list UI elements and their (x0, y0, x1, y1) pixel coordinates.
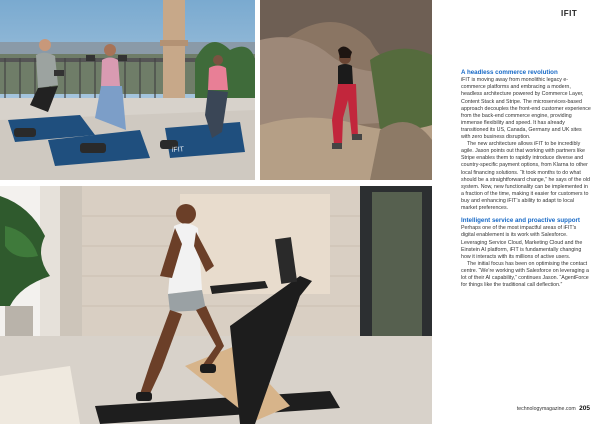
article-paragraph: The new architecture allows iFIT to be incredibly agile. Jason points out that working with partners like Stripe enables them to rapidly introduce diverse and country-specific payment options, from Klarna to other local financing solutions. “It took months to do what should be a straightforward change,” he says of the old system. Now, new functionality can be implemented in a fraction of the time, making it easier for customers to buy and enhancing iFIT’s ability to adapt to local market preferences. (461, 141, 590, 211)
article-paragraph: The initial focus has been on optimising the contact centre. “We’re working with Salesforce on leveraging a lot of their AI capability,” continues Jason. “AgentForce for things like the traditional call deflection.” (461, 260, 589, 289)
footer-site-link[interactable]: technologymagazine.com (516, 406, 576, 412)
article-column (461, 69, 591, 289)
photo-treadmill-runner (0, 186, 432, 424)
photo-group-workout (0, 0, 255, 180)
page-footer (484, 405, 590, 412)
article-paragraph: Perhaps one of the most impactful areas of iFIT’s digital enablement is its work with Salesforce. Leveraging Service Cloud, Marketing Cloud and the Einstein AI platform, iFIT is fundamentally changing how it interacts with its millions of active users. (461, 225, 583, 260)
section-heading-intelligent-service: Intelligent service and proactive support (461, 217, 580, 225)
magazine-brand-label: IFIT (561, 9, 578, 18)
section-heading-headless-commerce: A headless commerce revolution (461, 69, 558, 76)
page-number: 205 (579, 405, 590, 412)
mat-logo-text: iFIT (171, 146, 185, 154)
photo-hiker-rocks (260, 0, 432, 180)
article-paragraph: iFIT is moving away from monolithic legacy e-commerce platforms and embracing a modern, headless architecture powered by Commerce Layer, Content Stack and Stripe. The microservices-based approach decouples the front-end customer experience from the back-end commerce engine, providing immense flexibility and speed. It has already transitioned its US, Canada, Germany and UK sites with zero business disruption. (461, 77, 591, 141)
